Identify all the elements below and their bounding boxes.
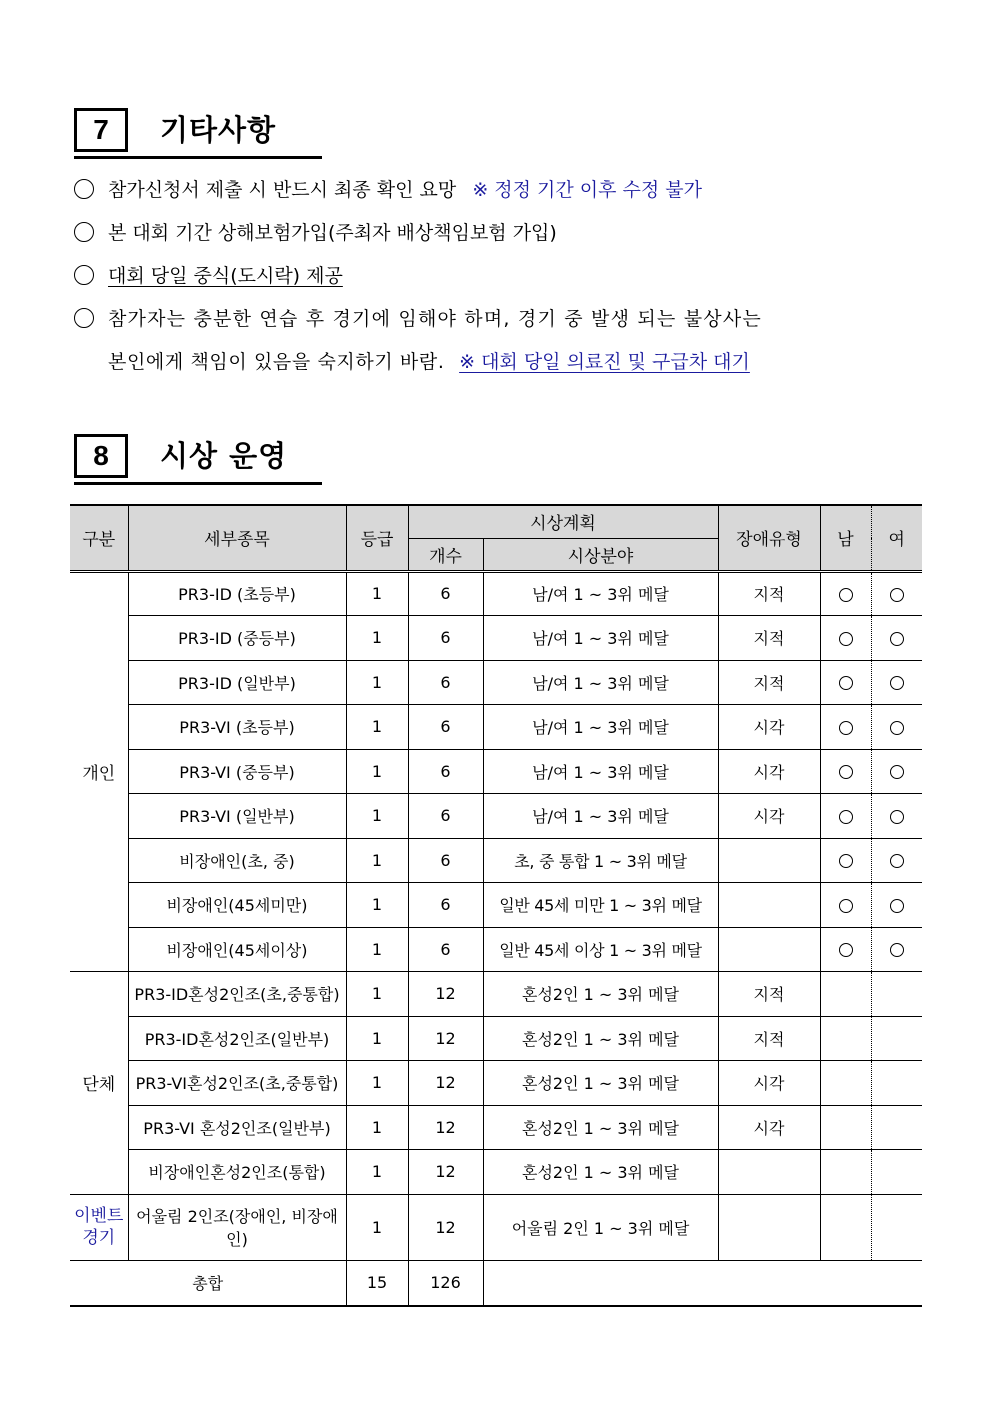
count-cell: 12: [408, 1105, 483, 1150]
count-cell: 6: [408, 927, 483, 972]
disability-cell: 지적: [718, 571, 820, 616]
table-row: [70, 883, 922, 928]
count-cell: 6: [408, 660, 483, 705]
header-field: 시상분야: [483, 538, 718, 571]
section-number: 8: [74, 434, 128, 478]
awards-table: [70, 504, 922, 1307]
field-cell: 초, 중 통합 1 ~ 3위 메달: [483, 838, 718, 883]
event-cell: PR3-VI 혼성2인조(일반부): [128, 1105, 346, 1150]
circle-bullet-icon: [74, 179, 94, 199]
count-cell: 6: [408, 749, 483, 794]
female-cell: [871, 1016, 922, 1061]
female-cell: [871, 972, 922, 1017]
disability-cell: 시각: [718, 794, 820, 839]
grade-cell: 1: [346, 883, 408, 928]
header-grade: 등급: [346, 505, 408, 571]
disability-cell: [718, 1194, 820, 1260]
circle-mark-icon: [839, 899, 853, 913]
event-cell: 비장애인(초, 중): [128, 838, 346, 883]
circle-bullet-icon: [74, 222, 94, 242]
event-cell: PR3-VI혼성2인조(초,중통합): [128, 1061, 346, 1106]
field-cell: 혼성2인 1 ~ 3위 메달: [483, 972, 718, 1017]
note-line-5: [108, 348, 750, 376]
header-category: 구분: [70, 505, 128, 571]
table-row: [70, 972, 922, 1017]
table-row: [70, 571, 922, 616]
disability-cell: 지적: [718, 972, 820, 1017]
note-text: 본 대회 기간 상해보험가입(주최자 배상책임보험 가입): [108, 222, 557, 244]
note-line-4: [74, 305, 762, 333]
female-cell: [871, 705, 922, 750]
note-line-3: [74, 262, 343, 290]
table-row: [70, 1105, 922, 1150]
note-text: 참가신청서 제출 시 반드시 최종 확인 요망: [108, 179, 457, 201]
event-cell: 비장애인(45세이상): [128, 927, 346, 972]
table-row: [70, 660, 922, 705]
grade-cell: 1: [346, 1194, 408, 1260]
table-row: [70, 1061, 922, 1106]
circle-mark-icon: [890, 588, 904, 602]
grade-cell: 1: [346, 1150, 408, 1195]
note-remark: ※ 정정 기간 이후 수정 불가: [472, 179, 702, 201]
field-cell: 남/여 1 ~ 3위 메달: [483, 571, 718, 616]
section-title: 기타사항: [160, 113, 277, 147]
field-cell: 혼성2인 1 ~ 3위 메달: [483, 1016, 718, 1061]
grade-cell: 1: [346, 660, 408, 705]
count-cell: 12: [408, 972, 483, 1017]
male-cell: [820, 749, 871, 794]
count-cell: 6: [408, 794, 483, 839]
grade-cell: 1: [346, 616, 408, 661]
note-line-2: [74, 219, 557, 247]
disability-cell: [718, 883, 820, 928]
field-cell: 일반 45세 미만 1 ~ 3위 메달: [483, 883, 718, 928]
circle-mark-icon: [890, 943, 904, 957]
female-cell: [871, 1105, 922, 1150]
circle-mark-icon: [839, 765, 853, 779]
grade-cell: 1: [346, 571, 408, 616]
male-cell: [820, 616, 871, 661]
circle-mark-icon: [839, 721, 853, 735]
section-title: 시상 운영: [160, 439, 288, 473]
event-cell: PR3-VI (일반부): [128, 794, 346, 839]
field-cell: 남/여 1 ~ 3위 메달: [483, 749, 718, 794]
total-count: 126: [408, 1260, 483, 1306]
grade-cell: 1: [346, 927, 408, 972]
count-cell: 6: [408, 838, 483, 883]
total-grade: 15: [346, 1260, 408, 1306]
male-cell: [820, 794, 871, 839]
female-cell: [871, 571, 922, 616]
circle-mark-icon: [839, 588, 853, 602]
table-row: [70, 1016, 922, 1061]
grade-cell: 1: [346, 705, 408, 750]
grade-cell: 1: [346, 838, 408, 883]
count-cell: 6: [408, 883, 483, 928]
disability-cell: [718, 927, 820, 972]
female-cell: [871, 927, 922, 972]
count-cell: 12: [408, 1194, 483, 1260]
disability-cell: 지적: [718, 616, 820, 661]
field-cell: 남/여 1 ~ 3위 메달: [483, 616, 718, 661]
circle-bullet-icon: [74, 308, 94, 328]
table-row: [70, 616, 922, 661]
event-cell: PR3-ID (일반부): [128, 660, 346, 705]
table-row: [70, 705, 922, 750]
field-cell: 남/여 1 ~ 3위 메달: [483, 794, 718, 839]
event-cell: PR3-ID (초등부): [128, 571, 346, 616]
count-cell: 6: [408, 616, 483, 661]
field-cell: 혼성2인 1 ~ 3위 메달: [483, 1150, 718, 1195]
female-cell: [871, 660, 922, 705]
circle-mark-icon: [890, 632, 904, 646]
field-cell: 혼성2인 1 ~ 3위 메달: [483, 1105, 718, 1150]
female-cell: [871, 838, 922, 883]
event-cell: 비장애인혼성2인조(통합): [128, 1150, 346, 1195]
female-cell: [871, 1150, 922, 1195]
count-cell: 12: [408, 1150, 483, 1195]
total-empty: [483, 1260, 922, 1306]
note-line-1: [74, 176, 702, 204]
field-cell: 남/여 1 ~ 3위 메달: [483, 660, 718, 705]
grade-cell: 1: [346, 749, 408, 794]
disability-cell: 시각: [718, 749, 820, 794]
disability-cell: 시각: [718, 1105, 820, 1150]
female-cell: [871, 883, 922, 928]
circle-mark-icon: [839, 854, 853, 868]
male-cell: [820, 972, 871, 1017]
header-male: 남: [820, 505, 871, 571]
disability-cell: 지적: [718, 1016, 820, 1061]
grade-cell: 1: [346, 1061, 408, 1106]
disability-cell: 지적: [718, 660, 820, 705]
category-cell: 개인: [70, 571, 128, 972]
category-cell: 이벤트 경기: [70, 1194, 128, 1260]
section-7-header: [74, 108, 322, 159]
grade-cell: 1: [346, 1105, 408, 1150]
female-cell: [871, 1194, 922, 1260]
header-event: 세부종목: [128, 505, 346, 571]
field-cell: 어울림 2인 1 ~ 3위 메달: [483, 1194, 718, 1260]
event-cell: PR3-ID (중등부): [128, 616, 346, 661]
event-cell: PR3-VI (초등부): [128, 705, 346, 750]
note-remark: ※ 대회 당일 의료진 및 구급차 대기: [459, 351, 750, 373]
male-cell: [820, 705, 871, 750]
section-number: 7: [74, 108, 128, 152]
female-cell: [871, 616, 922, 661]
total-label: 총합: [70, 1260, 346, 1306]
grade-cell: 1: [346, 1016, 408, 1061]
header-plan: 시상계획: [408, 505, 718, 538]
count-cell: 12: [408, 1016, 483, 1061]
male-cell: [820, 1150, 871, 1195]
table-row: [70, 927, 922, 972]
disability-cell: 시각: [718, 705, 820, 750]
male-cell: [820, 660, 871, 705]
disability-cell: 시각: [718, 1061, 820, 1106]
circle-mark-icon: [839, 943, 853, 957]
female-cell: [871, 1061, 922, 1106]
header-count: 개수: [408, 538, 483, 571]
circle-mark-icon: [839, 632, 853, 646]
male-cell: [820, 1016, 871, 1061]
grade-cell: 1: [346, 972, 408, 1017]
note-text: 참가자는 충분한 연습 후 경기에 임해야 하며, 경기 중 발생 되는 불상사는: [108, 308, 762, 330]
male-cell: [820, 838, 871, 883]
male-cell: [820, 927, 871, 972]
circle-mark-icon: [890, 765, 904, 779]
field-cell: 일반 45세 이상 1 ~ 3위 메달: [483, 927, 718, 972]
category-cell: 단체: [70, 972, 128, 1195]
circle-mark-icon: [839, 676, 853, 690]
circle-mark-icon: [839, 810, 853, 824]
male-cell: [820, 883, 871, 928]
table-row: [70, 794, 922, 839]
event-cell: 어울림 2인조(장애인, 비장애인): [128, 1194, 346, 1260]
field-cell: 남/여 1 ~ 3위 메달: [483, 705, 718, 750]
field-cell: 혼성2인 1 ~ 3위 메달: [483, 1061, 718, 1106]
event-cell: PR3-ID혼성2인조(초,중통합): [128, 972, 346, 1017]
note-text: 대회 당일 중식(도시락) 제공: [108, 265, 343, 287]
table-row: [70, 1150, 922, 1195]
male-cell: [820, 1061, 871, 1106]
table-row: [70, 749, 922, 794]
circle-mark-icon: [890, 676, 904, 690]
header-female: 여: [871, 505, 922, 571]
disability-cell: [718, 1150, 820, 1195]
table-row: [70, 1194, 922, 1260]
section-8-header: [74, 434, 322, 485]
count-cell: 12: [408, 1061, 483, 1106]
event-cell: PR3-ID혼성2인조(일반부): [128, 1016, 346, 1061]
circle-mark-icon: [890, 721, 904, 735]
count-cell: 6: [408, 705, 483, 750]
female-cell: [871, 749, 922, 794]
male-cell: [820, 1194, 871, 1260]
event-cell: 비장애인(45세미만): [128, 883, 346, 928]
circle-bullet-icon: [74, 265, 94, 285]
header-disability: 장애유형: [718, 505, 820, 571]
grade-cell: 1: [346, 794, 408, 839]
male-cell: [820, 571, 871, 616]
male-cell: [820, 1105, 871, 1150]
note-text: 본인에게 책임이 있음을 숙지하기 바람.: [108, 351, 445, 373]
count-cell: 6: [408, 571, 483, 616]
disability-cell: [718, 838, 820, 883]
event-cell: PR3-VI (중등부): [128, 749, 346, 794]
total-row: [70, 1260, 922, 1306]
female-cell: [871, 794, 922, 839]
circle-mark-icon: [890, 854, 904, 868]
circle-mark-icon: [890, 899, 904, 913]
table-row: [70, 838, 922, 883]
circle-mark-icon: [890, 810, 904, 824]
